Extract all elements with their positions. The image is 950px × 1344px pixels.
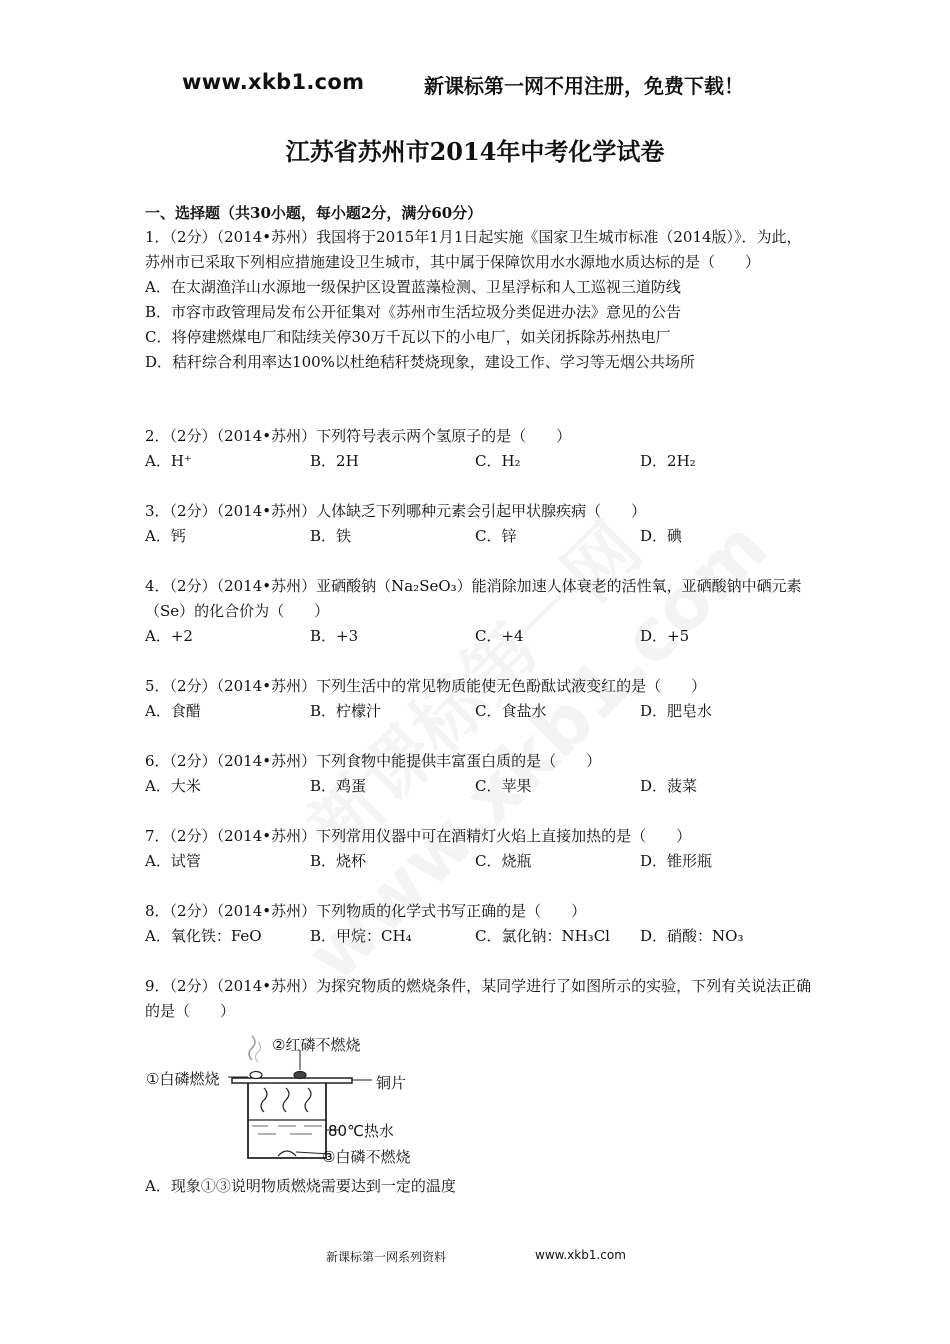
option-c: C．H₂ [475,452,521,470]
exam-title: 江苏省苏州市2014年中考化学试卷 [285,137,665,166]
option-b: B．+3 [310,627,359,645]
question-1 [145,225,815,375]
option-b: B．鸡蛋 [310,777,367,795]
option-c: C．食盐水 [475,702,547,720]
option-c: C．氯化钠：NH₃Cl [475,927,610,945]
footer-text: 新课标第一网系列资料 [326,1250,447,1264]
question-text: 4．（2分）（2014•苏州）亚硒酸钠（Na₂SeO₃）能消除加速人体衰老的活性氧，亚硒酸钠中硒元素（Se）的化合价为（ ） [145,577,802,620]
question-text: 2．（2分）（2014•苏州）下列符号表示两个氢原子的是（ ） [145,427,572,445]
experiment-figure [140,1030,440,1170]
option-a: A．食醋 [145,702,201,720]
option-c: C．+4 [475,627,524,645]
option-b: B．2H [310,452,359,470]
question-9-options [145,1174,815,1199]
question-text: 1．（2分）（2014•苏州）我国将于2015年1月1日起实施《国家卫生城市标准（2014版）》．为此，苏州市已采取下列相应措施建设卫生城市，其中属于保障饮用水水源地水质达标的是（ ） [145,228,802,271]
option-d: D．碘 [640,527,683,545]
page-header [0,68,950,102]
option-b: B．甲烷：CH₄ [310,927,412,945]
option-d: D．+5 [640,627,690,645]
question-6 [145,749,815,799]
question-4 [145,574,815,649]
option-a: A．+2 [145,627,193,645]
option-a: A．大米 [145,777,201,795]
question-text: 8．（2分）（2014•苏州）下列物质的化学式书写正确的是（ ） [145,902,587,920]
option-a: A．氧化铁：FeO [145,927,262,945]
question-3 [145,499,815,549]
option-a: A．在太湖渔洋山水源地一级保护区设置蓝藻检测、卫星浮标和人工巡视三道防线 [145,278,681,296]
question-text: 5．（2分）（2014•苏州）下列生活中的常见物质能使无色酚酞试液变红的是（ ） [145,677,707,695]
option-d: D．秸秆综合利用率达100%以杜绝秸秆焚烧现象，建设工作、学习等无烟公共场所 [145,353,695,371]
option-a: A．现象①③说明物质燃烧需要达到一定的温度 [145,1177,456,1195]
label-white-phosphorus-burning: ①白磷燃烧 [146,1070,220,1088]
option-c: C．将停建燃煤电厂和陆续关停30万千瓦以下的小电厂，如关闭拆除苏州热电厂 [145,328,671,346]
option-a: A．H⁺ [145,452,192,470]
option-c: C．锌 [475,527,517,545]
question-2 [145,424,815,474]
question-text: 9．（2分）（2014•苏州）为探究物质的燃烧条件，某同学进行了如图所示的实验，下列有关说法正确的是（ ） [145,977,812,1020]
option-c: C．苹果 [475,777,532,795]
option-d: D．锥形瓶 [640,852,713,870]
option-d: D．硝酸：NO₃ [640,927,744,945]
label-hot-water: 80℃热水 [328,1122,394,1140]
option-b: B．铁 [310,527,352,545]
option-c: C．烧瓶 [475,852,532,870]
option-d: D．2H₂ [640,452,696,470]
label-underwater-phosphorus: ③白磷不燃烧 [322,1148,411,1166]
label-copper-sheet: 铜片 [376,1074,407,1092]
question-text: 3．（2分）（2014•苏州）人体缺乏下列哪种元素会引起甲状腺疾病（ ） [145,502,647,520]
option-a: A．钙 [145,527,186,545]
question-9 [145,974,815,1024]
section-heading: 一、选择题（共30小题，每小题2分，满分60分） [145,204,483,222]
option-b: B．柠檬汁 [310,702,382,720]
question-text: 6．（2分）（2014•苏州）下列食物中能提供丰富蛋白质的是（ ） [145,752,602,770]
footer-url[interactable]: www.xkb1.com [535,1248,626,1262]
option-a: A．试管 [145,852,201,870]
question-8 [145,899,815,949]
question-text: 7．（2分）（2014•苏州）下列常用仪器中可在酒精灯火焰上直接加热的是（ ） [145,827,692,845]
question-5 [145,674,815,724]
option-b: B．烧杯 [310,852,367,870]
site-slogan: 新课标第一网不用注册，免费下载！ [424,74,744,98]
option-d: D．肥皂水 [640,702,713,720]
label-red-phosphorus-not-burning: ②红磷不燃烧 [272,1036,361,1054]
option-d: D．菠菜 [640,777,698,795]
option-b: B．市容市政管理局发布公开征集对《苏州市生活垃圾分类促进办法》意见的公告 [145,303,682,321]
site-url[interactable]: www.xkb1.com [182,70,365,94]
question-7 [145,824,815,874]
